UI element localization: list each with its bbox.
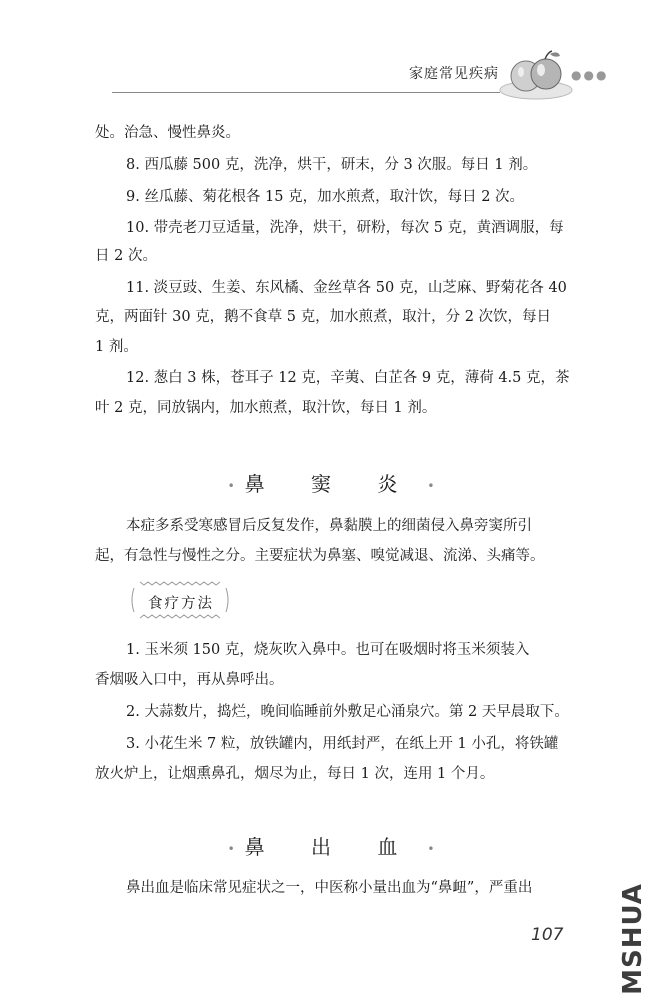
- text-line: 11. 淡豆豉、生姜、东风橘、金丝草各 50 克，山芝麻、野菊花各 40: [126, 280, 567, 296]
- watermark-text: MSHUA: [618, 883, 648, 995]
- header-rule: [112, 92, 500, 93]
- section-title: [0, 831, 662, 860]
- text-line: 处。治急、慢性鼻炎。: [95, 125, 240, 141]
- text-line: 3. 小花生米 7 粒，放铁罐内，用纸封严，在纸上开 1 小孔，将铁罐: [126, 736, 559, 752]
- title-dot: •: [427, 478, 435, 493]
- text-line: 起，有急性与慢性之分。主要症状为鼻塞、嗅觉减退、流涕、头痛等。: [95, 548, 545, 564]
- text-line: 叶 2 克，同放锅内，加水煎煮，取汁饮，每日 1 剂。: [95, 400, 437, 416]
- text-line: 9. 丝瓜藤、菊花根各 15 克，加水煎煮，取汁饮，每日 2 次。: [126, 189, 525, 205]
- text-line: 2. 大蒜数片，捣烂，晚间临睡前外敷足心涌泉穴。第 2 天早晨取下。: [126, 704, 569, 720]
- method-label: 食疗方法: [148, 596, 214, 612]
- text-line: 鼻出血是临床常见症状之一，中医称小量出血为“鼻衄”，严重出: [126, 880, 533, 896]
- text-line: 本症多系受寒感冒后反复发作，鼻黏膜上的细菌侵入鼻旁窦所引: [126, 518, 532, 534]
- text-line: 香烟吸入口中，再从鼻呼出。: [95, 672, 284, 688]
- section-title-text: 鼻 出 血: [244, 835, 418, 859]
- text-line: 12. 葱白 3 株，苍耳子 12 克，辛荑、白芷各 9 克，薄荷 4.5 克，茶: [126, 370, 570, 386]
- title-dot: •: [427, 841, 435, 856]
- text-line: 日 2 次。: [95, 248, 157, 264]
- watermark: [604, 883, 662, 998]
- page-number: 107: [531, 925, 564, 945]
- text-line: 8. 西瓜藤 500 克，洗净，烘干，研末，分 3 次服。每日 1 剂。: [126, 157, 538, 173]
- text-line: 克，两面针 30 克，鹅不食草 5 克，加水煎煮，取汁，分 2 次饮，每日: [95, 309, 552, 325]
- text-line: 1. 玉米须 150 克，烧灰吹入鼻中。也可在吸烟时将玉米须装入: [126, 642, 530, 658]
- section-title-text: 鼻 窦 炎: [244, 472, 418, 496]
- apple-icon: [496, 46, 576, 104]
- running-header-title: 家庭常见疾病: [409, 66, 499, 82]
- text-line: 10. 带壳老刀豆适量，洗净，烘干，研粉，每次 5 克，黄酒调服，每: [126, 220, 564, 236]
- title-dot: •: [227, 478, 235, 493]
- section-title: [0, 468, 662, 497]
- header-dots: ●●●: [571, 68, 609, 82]
- title-dot: •: [227, 841, 235, 856]
- text-line: 1 剂。: [95, 339, 138, 355]
- text-line: 放火炉上，让烟熏鼻孔，烟尽为止，每日 1 次，连用 1 个月。: [95, 766, 495, 782]
